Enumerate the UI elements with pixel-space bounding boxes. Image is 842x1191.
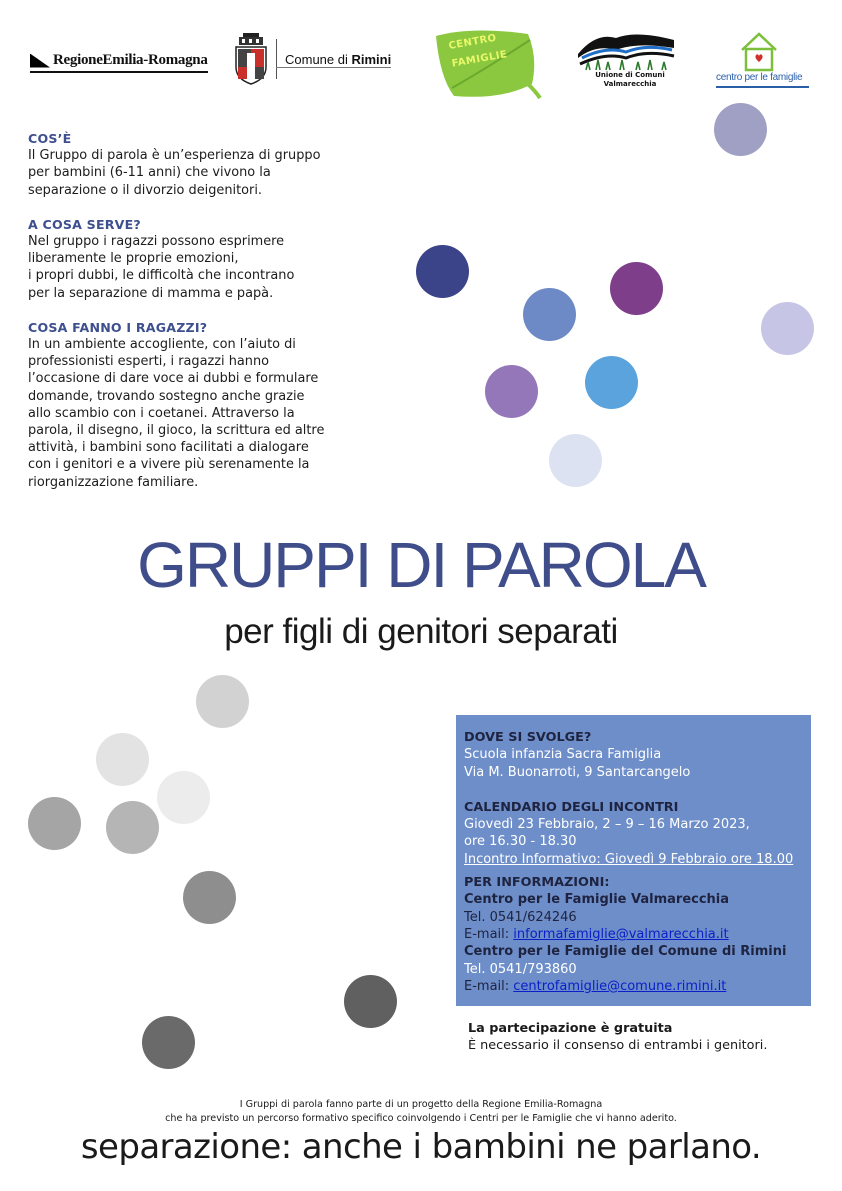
decorative-dot (106, 801, 159, 854)
comune-rimini-logo (234, 33, 391, 85)
footer-note-line1: I Gruppi di parola fanno parte di un progetto della Regione Emilia-Romagna (239, 1099, 603, 1110)
subtitle: per figli di genitori separati (224, 612, 618, 651)
leaf-logo-line1: CENTRO (447, 32, 498, 52)
cos-e-text: Il Gruppo di parola è un’esperienza di gruppo per bambini (6-11 anni) che vivono la separazione o il divorzio deigenitori. (28, 148, 321, 198)
a-cosa-serve-text: Nel gruppo i ragazzi possono esprimere liberamente le proprie emozioni, i propri dubbi, le difficoltà che incontrano per la separazione di mamma e papà. (28, 234, 295, 301)
participation-free: La partecipazione è gratuita (468, 1021, 673, 1036)
valmarecchia-logo-line2: Valmarecchia (603, 80, 657, 88)
regione-logo-text: RegioneEmilia-Romagna (53, 52, 208, 68)
rimini-email-link[interactable]: centrofamiglie@comune.rimini.it (513, 978, 727, 994)
valmarecchia-logo-line1: Unione di Comuni (595, 71, 665, 79)
email-label: E-mail: (464, 978, 510, 994)
decorative-dot (196, 675, 249, 728)
decorative-dot (714, 103, 767, 156)
decorative-dot (28, 797, 81, 850)
footer-note (0, 1098, 842, 1126)
centro-valmarecchia-tel: Tel. 0541/624246 (464, 909, 577, 925)
decorative-dot (485, 365, 538, 418)
email-label: E-mail: (464, 926, 510, 942)
dove-heading: DOVE SI SVOLGE? (464, 730, 592, 745)
tagline: separazione: anche i bambini ne parlano. (80, 1127, 762, 1167)
rimini-logo-prefix: Comune di (285, 51, 348, 67)
house-heart-icon (712, 30, 812, 72)
cosa-fanno-text: In un ambiente accogliente, con l’aiuto di professionisti esperti, i ragazzi hanno l’occasione di dare voce ai dubbi e formulare domande, trovando sostegno anche grazie allo scambio con i coetanei. Attraverso la parola, il disegno, il gioco, la scrittura ed altre attività, i bambini sono facilitati a dialogare con i genitori e a vivere più serenamente la riorganizzazione familiare. (28, 337, 325, 490)
regione-emilia-romagna-logo (30, 52, 208, 69)
decorative-dot (183, 871, 236, 924)
decorative-dot (523, 288, 576, 341)
decorative-dot (96, 733, 149, 786)
a-cosa-serve-heading: A COSA SERVE? (28, 216, 141, 232)
cpf-logo-text: centro per le famiglie (716, 72, 803, 83)
valmarecchia-logo-text (580, 71, 680, 89)
participation-consent: È necessario il consenso di entrambi i genitori. (468, 1038, 768, 1053)
decorative-dot (344, 975, 397, 1028)
valmarecchia-email-link[interactable]: informafamiglie@valmarecchia.it (513, 926, 729, 942)
cpf-logo-rule (716, 86, 809, 88)
centro-valmarecchia-email-row (464, 926, 811, 943)
participation-note (468, 1020, 767, 1054)
leaf-logo-line2: FAMIGLIE (450, 49, 509, 70)
decorative-dot (610, 262, 663, 315)
dove-line1: Scuola infanzia Sacra Famiglia (464, 747, 662, 763)
centro-famiglie-leaf-logo (432, 28, 542, 100)
calendario-heading: CALENDARIO DEGLI INCONTRI (464, 799, 679, 815)
footer-note-line2: che ha previsto un percorso formativo specifico coinvolgendo i Centri per le Famiglie che vi hanno aderito. (165, 1113, 677, 1124)
regione-logo-rule (30, 71, 208, 73)
decorative-dot (142, 1016, 195, 1069)
centro-rimini-tel: Tel. 0541/793860 (464, 961, 577, 977)
rimini-logo-divider (276, 39, 277, 79)
cosa-fanno-heading: COSA FANNO I RAGAZZI? (28, 319, 208, 335)
decorative-dot (585, 356, 638, 409)
valmarecchia-landscape-icon (576, 28, 676, 72)
cos-e-heading: COS’È (28, 131, 72, 146)
decorative-dot (157, 771, 210, 824)
calendario-line1: Giovedì 23 Febbraio, 2 – 9 – 16 Marzo 2023, (464, 817, 750, 833)
centro-valmarecchia-name: Centro per le Famiglie Valmarecchia (464, 892, 730, 908)
rimini-logo-text (285, 52, 391, 67)
calendario-line2: ore 16.30 - 18.30 (464, 834, 577, 850)
regione-mark-icon (30, 54, 50, 68)
intro-column (28, 130, 358, 491)
info-box (456, 715, 811, 1006)
decorative-dot (416, 245, 469, 298)
decorative-dot (761, 302, 814, 355)
calendario-info-meeting: Incontro Informativo: Giovedì 9 Febbraio ore 18.00 (464, 851, 794, 867)
main-title: GRUPPI DI PAROLA (137, 529, 705, 601)
unione-valmarecchia-logo (576, 28, 676, 92)
centro-rimini-email-row (464, 978, 811, 995)
rimini-logo-rule (276, 67, 391, 68)
centro-rimini-name: Centro per le Famiglie del Comune di Rimini (464, 944, 787, 960)
centro-per-le-famiglie-logo (712, 30, 812, 90)
decorative-dot (549, 434, 602, 487)
rimini-crest-icon (234, 33, 268, 85)
rimini-logo-name: Rimini (351, 51, 392, 67)
informazioni-heading: PER INFORMAZIONI: (464, 875, 610, 891)
dove-line2: Via M. Buonarroti, 9 Santarcangelo (464, 764, 691, 780)
